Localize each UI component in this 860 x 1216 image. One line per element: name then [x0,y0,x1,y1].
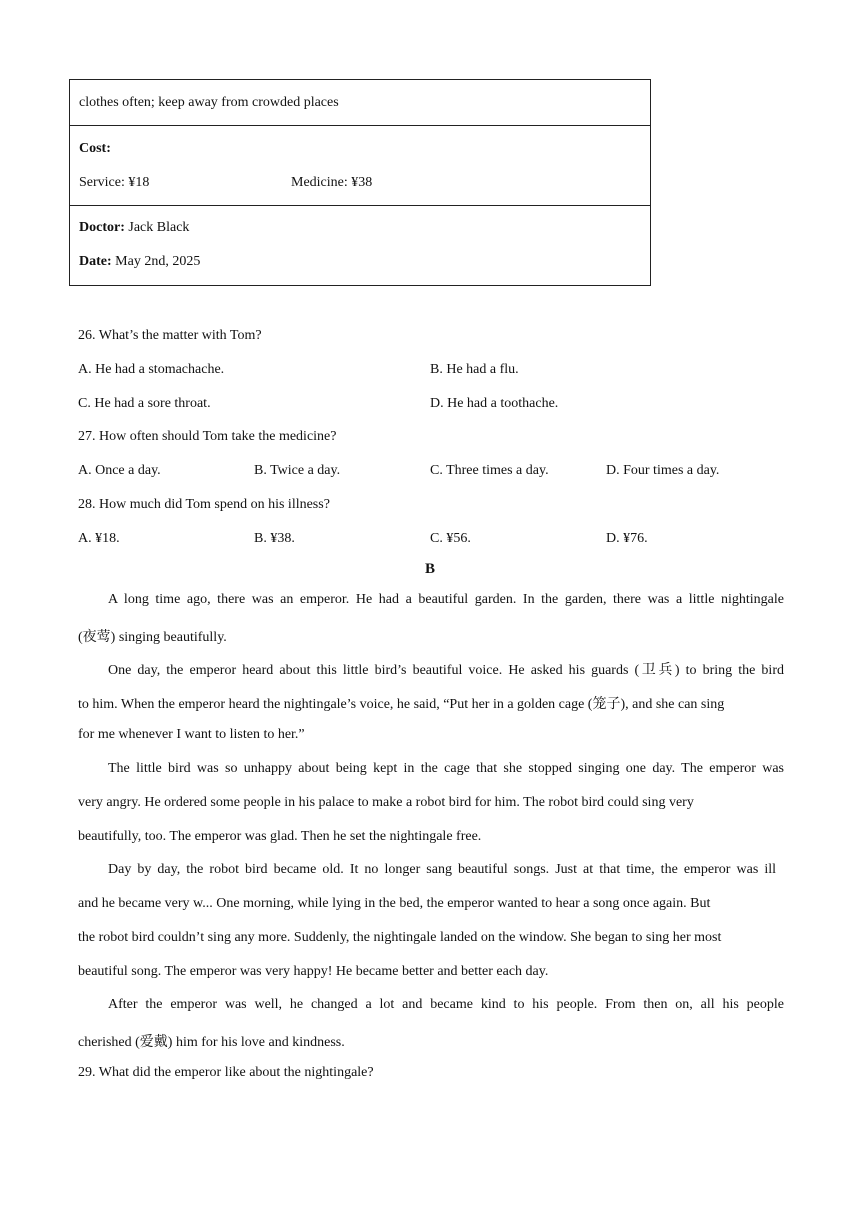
service-cost: Service: ¥18 [79,175,150,190]
passage-line: beautifully, too. The emperor was glad. Then he set the nightingale free. [78,829,482,844]
doctor-line [79,220,189,236]
advice-text: clothes often; keep away from crowded places [79,95,339,110]
q26-option-c: C. He had a sore throat. [78,396,211,411]
passage-line: beautiful song. The emperor was very happy! He became better and better each day. [78,964,549,979]
section-letter-b: B [424,561,435,577]
q27-option-b: B. Twice a day. [254,463,341,478]
passage-line: A long time ago, there was an emperor. He had a beautiful garden. In the garden, there was a little nightingale [108,592,784,607]
q28-option-b: B. ¥38. [254,531,295,546]
passage-line: very angry. He ordered some people in his palace to make a robot bird for him. The robot bird could sing very [78,795,694,810]
question-28: 28. How much did Tom spend on his illness? [78,497,330,512]
passage-line: cherished (爱戴) him for his love and kindness. [78,1035,345,1050]
passage-line: the robot bird couldn’t sing any more. Suddenly, the nightingale landed on the window. She began to sing her most [78,930,722,945]
q27-option-c: C. Three times a day. [430,463,549,478]
passage-line: (夜莺) singing beautifully. [78,630,227,645]
question-29: 29. What did the emperor like about the nightingale? [78,1065,374,1080]
passage-line: The little bird was so unhappy about being kept in the cage that she stopped singing one day. The emperor was [108,761,784,776]
advice-row [70,80,650,126]
passage-line: After the emperor was well, he changed a lot and became kind to his people. From then on, all his people [108,997,784,1012]
date-line [79,254,200,270]
q26-option-b: B. He had a flu. [430,362,519,377]
date-value: May 2nd, 2025 [111,254,201,269]
q26-option-a: A. He had a stomachache. [78,362,225,377]
q27-option-d: D. Four times a day. [606,463,720,478]
cost-label: Cost: [79,141,111,156]
doctor-name: Jack Black [124,220,190,235]
passage-line: to him. When the emperor heard the nightingale’s voice, he said, “Put her in a golden cage (笼子), and she can sing [78,697,725,712]
question-26: 26. What’s the matter with Tom? [78,328,262,343]
passage-line: One day, the emperor heard about this little bird’s beautiful voice. He asked his guards (卫兵) to bring the bird [108,663,784,678]
prescription-table [69,79,651,286]
passage-line: and he became very w... One morning, while lying in the bed, the emperor wanted to hear a song once again. But [78,896,711,911]
passage-line: Day by day, the robot bird became old. It no longer sang beautiful songs. Just at that time, the emperor was ill [108,862,776,877]
medicine-cost: Medicine: ¥38 [291,175,373,190]
q28-option-a: A. ¥18. [78,531,120,546]
doctor-label: Doctor: [79,220,125,235]
question-27: 27. How often should Tom take the medicine? [78,429,337,444]
q28-option-d: D. ¥76. [606,531,648,546]
passage-line: for me whenever I want to listen to her.” [78,727,305,742]
date-label: Date: [79,254,112,269]
q27-option-a: A. Once a day. [78,463,161,478]
cost-row [70,126,650,206]
q26-option-d: D. He had a toothache. [430,396,559,411]
q28-option-c: C. ¥56. [430,531,471,546]
doctor-row [70,206,650,285]
